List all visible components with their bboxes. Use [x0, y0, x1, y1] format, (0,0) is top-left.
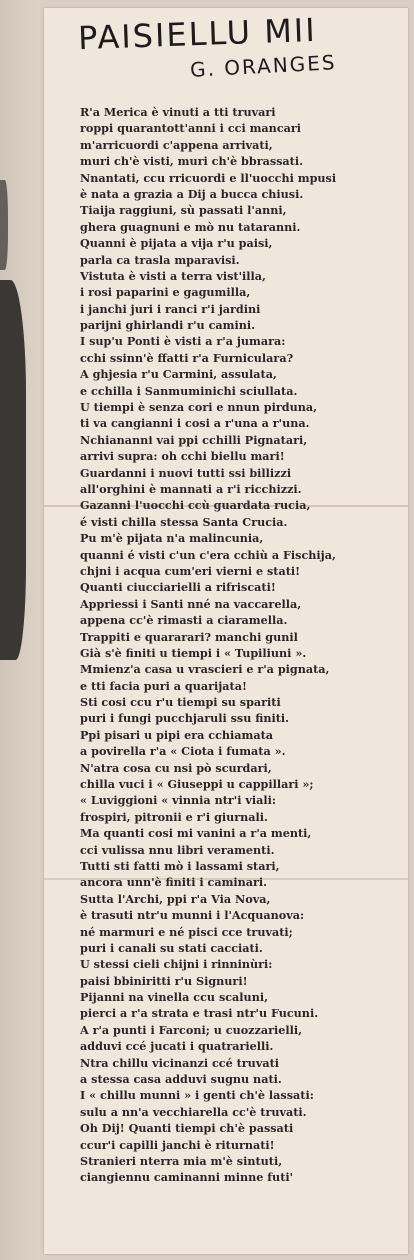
poem-line: è trasuti ntr'u munni i l'Acquanova: — [80, 908, 305, 923]
poem-line: è nata a grazia a Dij a bucca chiusi. — [80, 186, 304, 201]
poem-line: Ma quanti cosi mi vanini a r'a menti, — [80, 826, 312, 841]
poem-line: ciangiennu caminanni minne futi' — [80, 1170, 294, 1185]
poem-line: I « chillu munni » i genti ch'è lassati: — [80, 1088, 314, 1103]
poem-line: N'atra cosa cu nsi pò scurdari, — [80, 760, 272, 775]
poem-line: frospiri, pitronii e r'i giurnali. — [80, 809, 268, 824]
poem-line: appena cc'è rimasti a ciaramella. — [80, 613, 288, 628]
poem-line: cci vulissa nnu libri veramenti. — [80, 842, 275, 857]
poem-line: m'arricuordi c'appena arrivati, — [80, 137, 273, 152]
poem-line: muri ch'è visti, muri ch'è bbrassati. — [80, 154, 303, 169]
poem-line: e cchilla i Sanmuminichi sciullata. — [80, 383, 298, 398]
poem-line: Oh Dij! Quanti tiempi ch'è passati — [80, 1121, 294, 1136]
handwritten-title: PAISIELLU MII — [77, 10, 318, 58]
ink-stain — [0, 180, 8, 270]
poem-line: chjni i acqua cum'eri vierni e stati! — [80, 563, 301, 578]
poem-line: Già s'è finiti u tiempi i « Tupiliuni ». — [80, 645, 307, 660]
poem-line: cchi ssinn'è ffatti r'a Furnicularа? — [80, 350, 294, 365]
poem-line: paisi bbiniritti r'u Signuri! — [80, 973, 248, 988]
handwritten-author: G. ORANGES — [189, 50, 338, 82]
poem-line: a povirella r'a « Ciota i fumata ». — [80, 744, 286, 759]
poem-line: Quanti ciucciarielli a rifriscati! — [80, 580, 276, 595]
poem-line: Appriessi i Santi nné na vaccarella, — [80, 596, 302, 611]
poem-line: arrivi supra: oh cchi biellu mari! — [80, 449, 285, 464]
poem-line: Pu m'è pijata n'a malincunia, — [80, 531, 264, 546]
poem-line: Mmienz'a casa u vrascieri e r'a pignata, — [80, 662, 330, 677]
poem-line: pierci a r'a strata e trasi ntr'u Fucuni. — [80, 1006, 319, 1021]
poem-line: sulu a nn'a vecchiarella cc'è truvati. — [80, 1104, 307, 1119]
poem-line: parijni ghirlandi r'u camini. — [80, 318, 256, 333]
poem-line: Gazanni l'uocchi ccù guardata rucia, — [80, 498, 311, 513]
poem-line: puri i fungi pucchjaruli ssu finiti. — [80, 711, 290, 726]
poem-line: puri i canali su stati cacciati. — [80, 940, 263, 955]
poem-text — [80, 104, 400, 1186]
poem-line: né marmuri e né pisci cce truvati; — [80, 924, 293, 939]
poem-line: ancora unn'è finiti i caminari. — [80, 875, 268, 890]
poem-line: e tti facia puri a quarijata! — [80, 678, 247, 693]
poem-line: all'orghini è mannati a r'i ricchizzi. — [80, 481, 302, 496]
poem-line: U stessi cieli chijni i rinninùri: — [80, 957, 273, 972]
poem-line: Nchianannі vai ppi cchilli Pignatari, — [80, 432, 308, 447]
poem-line: a stessa casa adduvi sugnu nati. — [80, 1072, 282, 1087]
poem-line: Pijanni na vinella ccu scaluni, — [80, 990, 268, 1005]
poem-line: R'a Merica è vinuti a tti truvari — [80, 105, 276, 119]
poem-line: adduvi ccé jucati i quatrarielli. — [80, 1039, 274, 1054]
poem-line: Stranieri nterra mia m'è sintuti, — [80, 1154, 283, 1168]
poem-line: ccur'i capilli janchi è riturnati! — [80, 1137, 275, 1152]
poem-line: parla ca trasla mparavisi. — [80, 252, 240, 267]
poem-line: ti va cangianni i cosi a r'una a r'una. — [80, 416, 310, 431]
poem-line: i janchi juri i ranci r'i jardini — [80, 301, 261, 316]
poem-line: ghera guagnuni e mò nu tataranni. — [80, 219, 301, 234]
poem-line: Tutti sti fatti mò i lassami stari, — [80, 858, 280, 873]
poem-line: Quanni è pijata a vija r'u paisi, — [80, 236, 273, 251]
poem-line: Guardanni i nuovi tutti ssi billizzi — [80, 465, 292, 480]
poem-line: Sutta l'Archi, ppi r'a Via Nova, — [80, 891, 271, 906]
poem-line: A r'a punti i Farconi; u cuozzarielli, — [80, 1022, 303, 1037]
poem-line: Trappiti e quararari? manchi gunil — [80, 629, 298, 644]
poem-line: I sup'u Ponti è visti a r'a jumara: — [80, 334, 286, 349]
poem-line: chilla vuci i « Giuseppi u cappillari »; — [80, 777, 314, 792]
poem-line: Sti cosi ccu r'u tiempi su spariti — [80, 695, 281, 710]
poem-line: é visti chilla stessa Santa Crucia. — [80, 514, 288, 529]
poem-line: Ntra chillu vicinanzi ccé truvati — [80, 1055, 279, 1070]
poem-line: Vistuta è visti a terra vist'illa, — [80, 268, 266, 283]
poem-line: roppi quarantott'anni i cci mancari — [80, 121, 302, 136]
poem-line: Ppi pisari u pipi era cchiamata — [80, 727, 274, 742]
poem-line: « Luviggioni « vinnia ntr'i viali: — [80, 793, 276, 808]
poem-line: i rosi paparini e gagumilla, — [80, 285, 251, 300]
poem-line: quanni é visti c'un c'era cchiù a Fischija, — [80, 547, 336, 562]
ink-stain — [0, 280, 26, 660]
poem-line: A ghjesia r'u Carmini, assulata, — [80, 367, 277, 382]
poem-line: Tiaija raggiuni, sù passati l'anni, — [80, 203, 287, 218]
poem-line: U tiempi è senza cori e nnun pirduna, — [80, 400, 318, 415]
poem-line: Nnantati, ccu rricuordi e ll'uocchi mpusi — [80, 170, 337, 185]
